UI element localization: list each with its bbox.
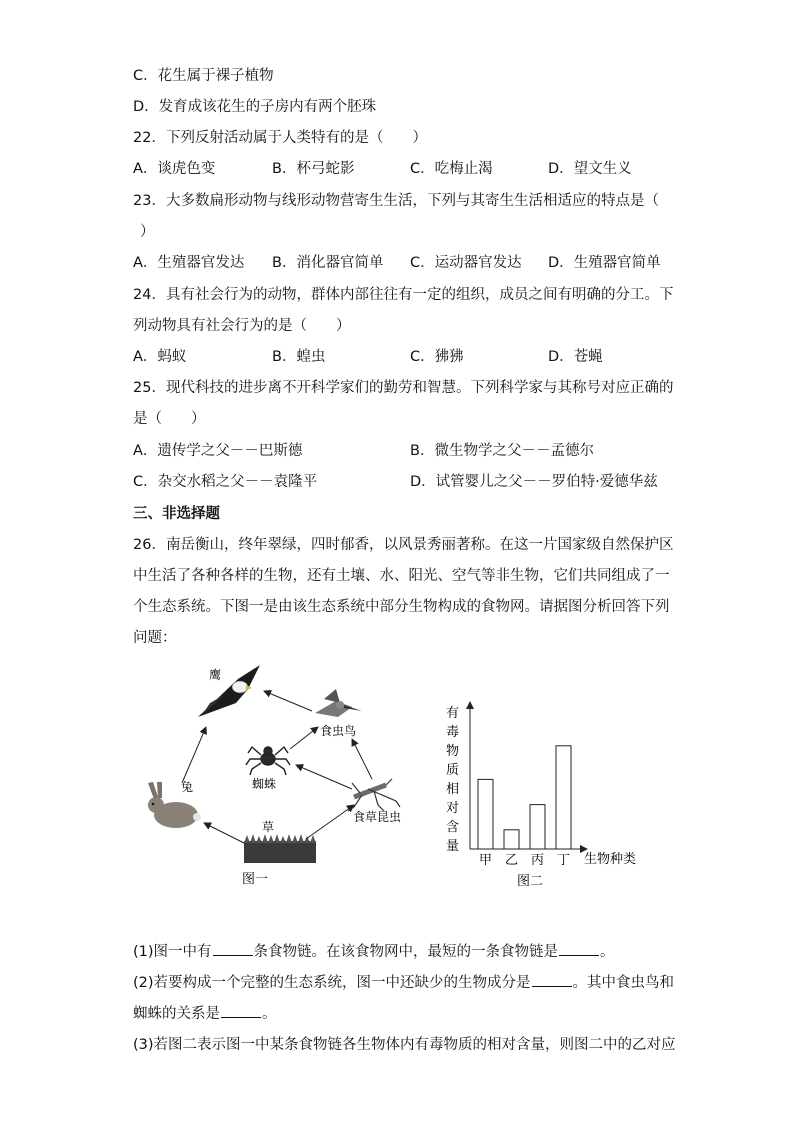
q25-option-c: C．杂交水稻之父－－袁隆平 (133, 474, 318, 490)
q26-para-line3: 个生态系统。下图一是由该生态系统中部分生物构成的食物网。请据图分析回答下列 (133, 599, 670, 615)
eagle-label: 鹰 (209, 668, 222, 682)
arrow-grass-to-rabbit (204, 823, 244, 843)
bird-label: 食虫鸟 (320, 724, 357, 738)
figure2-bar-chart (438, 693, 678, 898)
q21-option-d: D．发育成该花生的子房内有两个胚珠 (133, 99, 377, 115)
x-tick-label: 丙 (530, 853, 545, 868)
q25-option-d: D．试管婴儿之父－－罗伯特·爱德华兹 (410, 474, 658, 490)
q26-para-line1: 26．南岳衡山，终年翠绿，四时郁香，以风景秀丽著称。在这一片国家级自然保护区 (133, 537, 674, 553)
q25-option-a: A．遗传学之父－－巴斯德 (133, 443, 303, 459)
q26-sub2-text-b: 。其中食虫鸟和 (572, 975, 675, 991)
spider-illustration (246, 747, 290, 775)
y-axis-title: 有毒物质相对含量 (446, 706, 460, 854)
section-title: 三、非选择题 (133, 506, 220, 522)
q26-sub1 (133, 941, 615, 962)
insect-illustration (348, 779, 400, 811)
x-tick-label: 乙 (504, 853, 519, 868)
q26-para-line4: 问题： (133, 630, 177, 646)
q24-option-d: D．苍蝇 (548, 349, 603, 365)
q24-stem-line1: 24．具有社会行为的动物，群体内部往往有一定的组织，成员之间有明确的分工。下 (133, 287, 674, 303)
x-tick-label: 甲 (478, 853, 493, 868)
answer-blank-2[interactable] (559, 941, 599, 956)
bird-illustration (315, 689, 362, 717)
grass-illustration (244, 834, 316, 863)
q26-sub2-text-c: 蜘蛛的关系是 (133, 1006, 220, 1022)
arrow-spider-to-bird (290, 727, 318, 749)
rabbit-label: 兔 (181, 780, 194, 794)
bar-1 (478, 779, 493, 849)
q25-stem-line1: 25．现代科技的进步离不开科学家们的勤劳和智慧。下列科学家与其称号对应正确的 (133, 380, 674, 396)
rabbit-illustration (148, 782, 201, 828)
answer-blank-1[interactable] (213, 941, 253, 956)
q23-stem-line1: 23．大多数扁形动物与线形动物营寄生生活，下列与其寄生生活相适应的特点是（ (133, 193, 659, 209)
bar-2 (504, 830, 519, 849)
eagle-illustration (198, 665, 260, 717)
q23-option-d: D．生殖器官简单 (548, 255, 661, 271)
arrow-insect-to-bird (352, 739, 372, 779)
arrow-grass-to-insect (306, 805, 354, 839)
q22-option-d: D．望文生义 (548, 161, 632, 177)
answer-blank-3[interactable] (532, 972, 572, 987)
x-axis-title: 生物种类 (584, 852, 637, 867)
q26-sub1-text-a: (1)图一中有 (133, 944, 212, 960)
answer-blank-4[interactable] (221, 1003, 261, 1018)
q22-stem: 22．下列反射活动属于人类特有的是（ ） (133, 130, 427, 146)
q26-sub2-text-d: 。 (262, 1006, 277, 1022)
spider-label: 蜘蛛 (252, 777, 277, 791)
q23-option-c: C．运动器官发达 (410, 255, 522, 271)
q22-option-b: B．杯弓蛇影 (272, 161, 355, 177)
q24-stem-line2: 列动物具有社会行为的是（ ） (133, 318, 351, 334)
q23-stem-line2: ） (140, 224, 155, 240)
arrow-insect-to-spider (296, 765, 352, 789)
arrow-bird-to-eagle (264, 691, 312, 711)
arrow-rabbit-to-eagle (182, 727, 206, 783)
q23-option-b: B．消化器官简单 (272, 255, 384, 271)
q24-option-a: A．蚂蚁 (133, 349, 187, 365)
q26-sub1-text-b: 条食物链。在该食物网中，最短的一条食物链是 (253, 944, 559, 960)
q25-stem-line2: 是（ ） (133, 411, 206, 427)
x-tick-label: 丁 (556, 853, 571, 868)
q25-option-b: B．微生物学之父－－孟德尔 (410, 443, 594, 459)
q22-option-a: A．谈虎色变 (133, 161, 216, 177)
q23-option-a: A．生殖器官发达 (133, 255, 245, 271)
figure2-caption: 图二 (517, 874, 544, 889)
q26-para-line2: 中生活了各种各样的生物，还有土壤、水、阳光、空气等非生物，它们共同组成了一 (133, 568, 670, 584)
q26-sub2-text-a: (2)若要构成一个完整的生态系统，图一中还缺少的生物成分是 (133, 975, 531, 991)
q24-option-b: B．蝗虫 (272, 349, 326, 365)
q26-sub1-text-c: 。 (600, 944, 615, 960)
q26-sub2-line2 (133, 1003, 277, 1024)
q24-option-c: C．狒狒 (410, 349, 464, 365)
grass-label: 草 (262, 820, 275, 834)
bar-4 (556, 746, 571, 849)
y-axis-label-group (446, 706, 459, 854)
insect-label: 食草昆虫 (353, 810, 402, 824)
q21-option-c: C．花生属于裸子植物 (133, 68, 274, 84)
figure1-food-web (140, 655, 430, 895)
bar-3 (530, 805, 545, 849)
figure1-caption: 图一 (242, 872, 269, 887)
q26-sub2-line1 (133, 972, 674, 993)
q22-option-c: C．吃梅止渴 (410, 161, 493, 177)
q26-sub3: (3)若图二表示图一中某条食物链各生物体内有毒物质的相对含量，则图二中的乙对应 (133, 1037, 676, 1053)
